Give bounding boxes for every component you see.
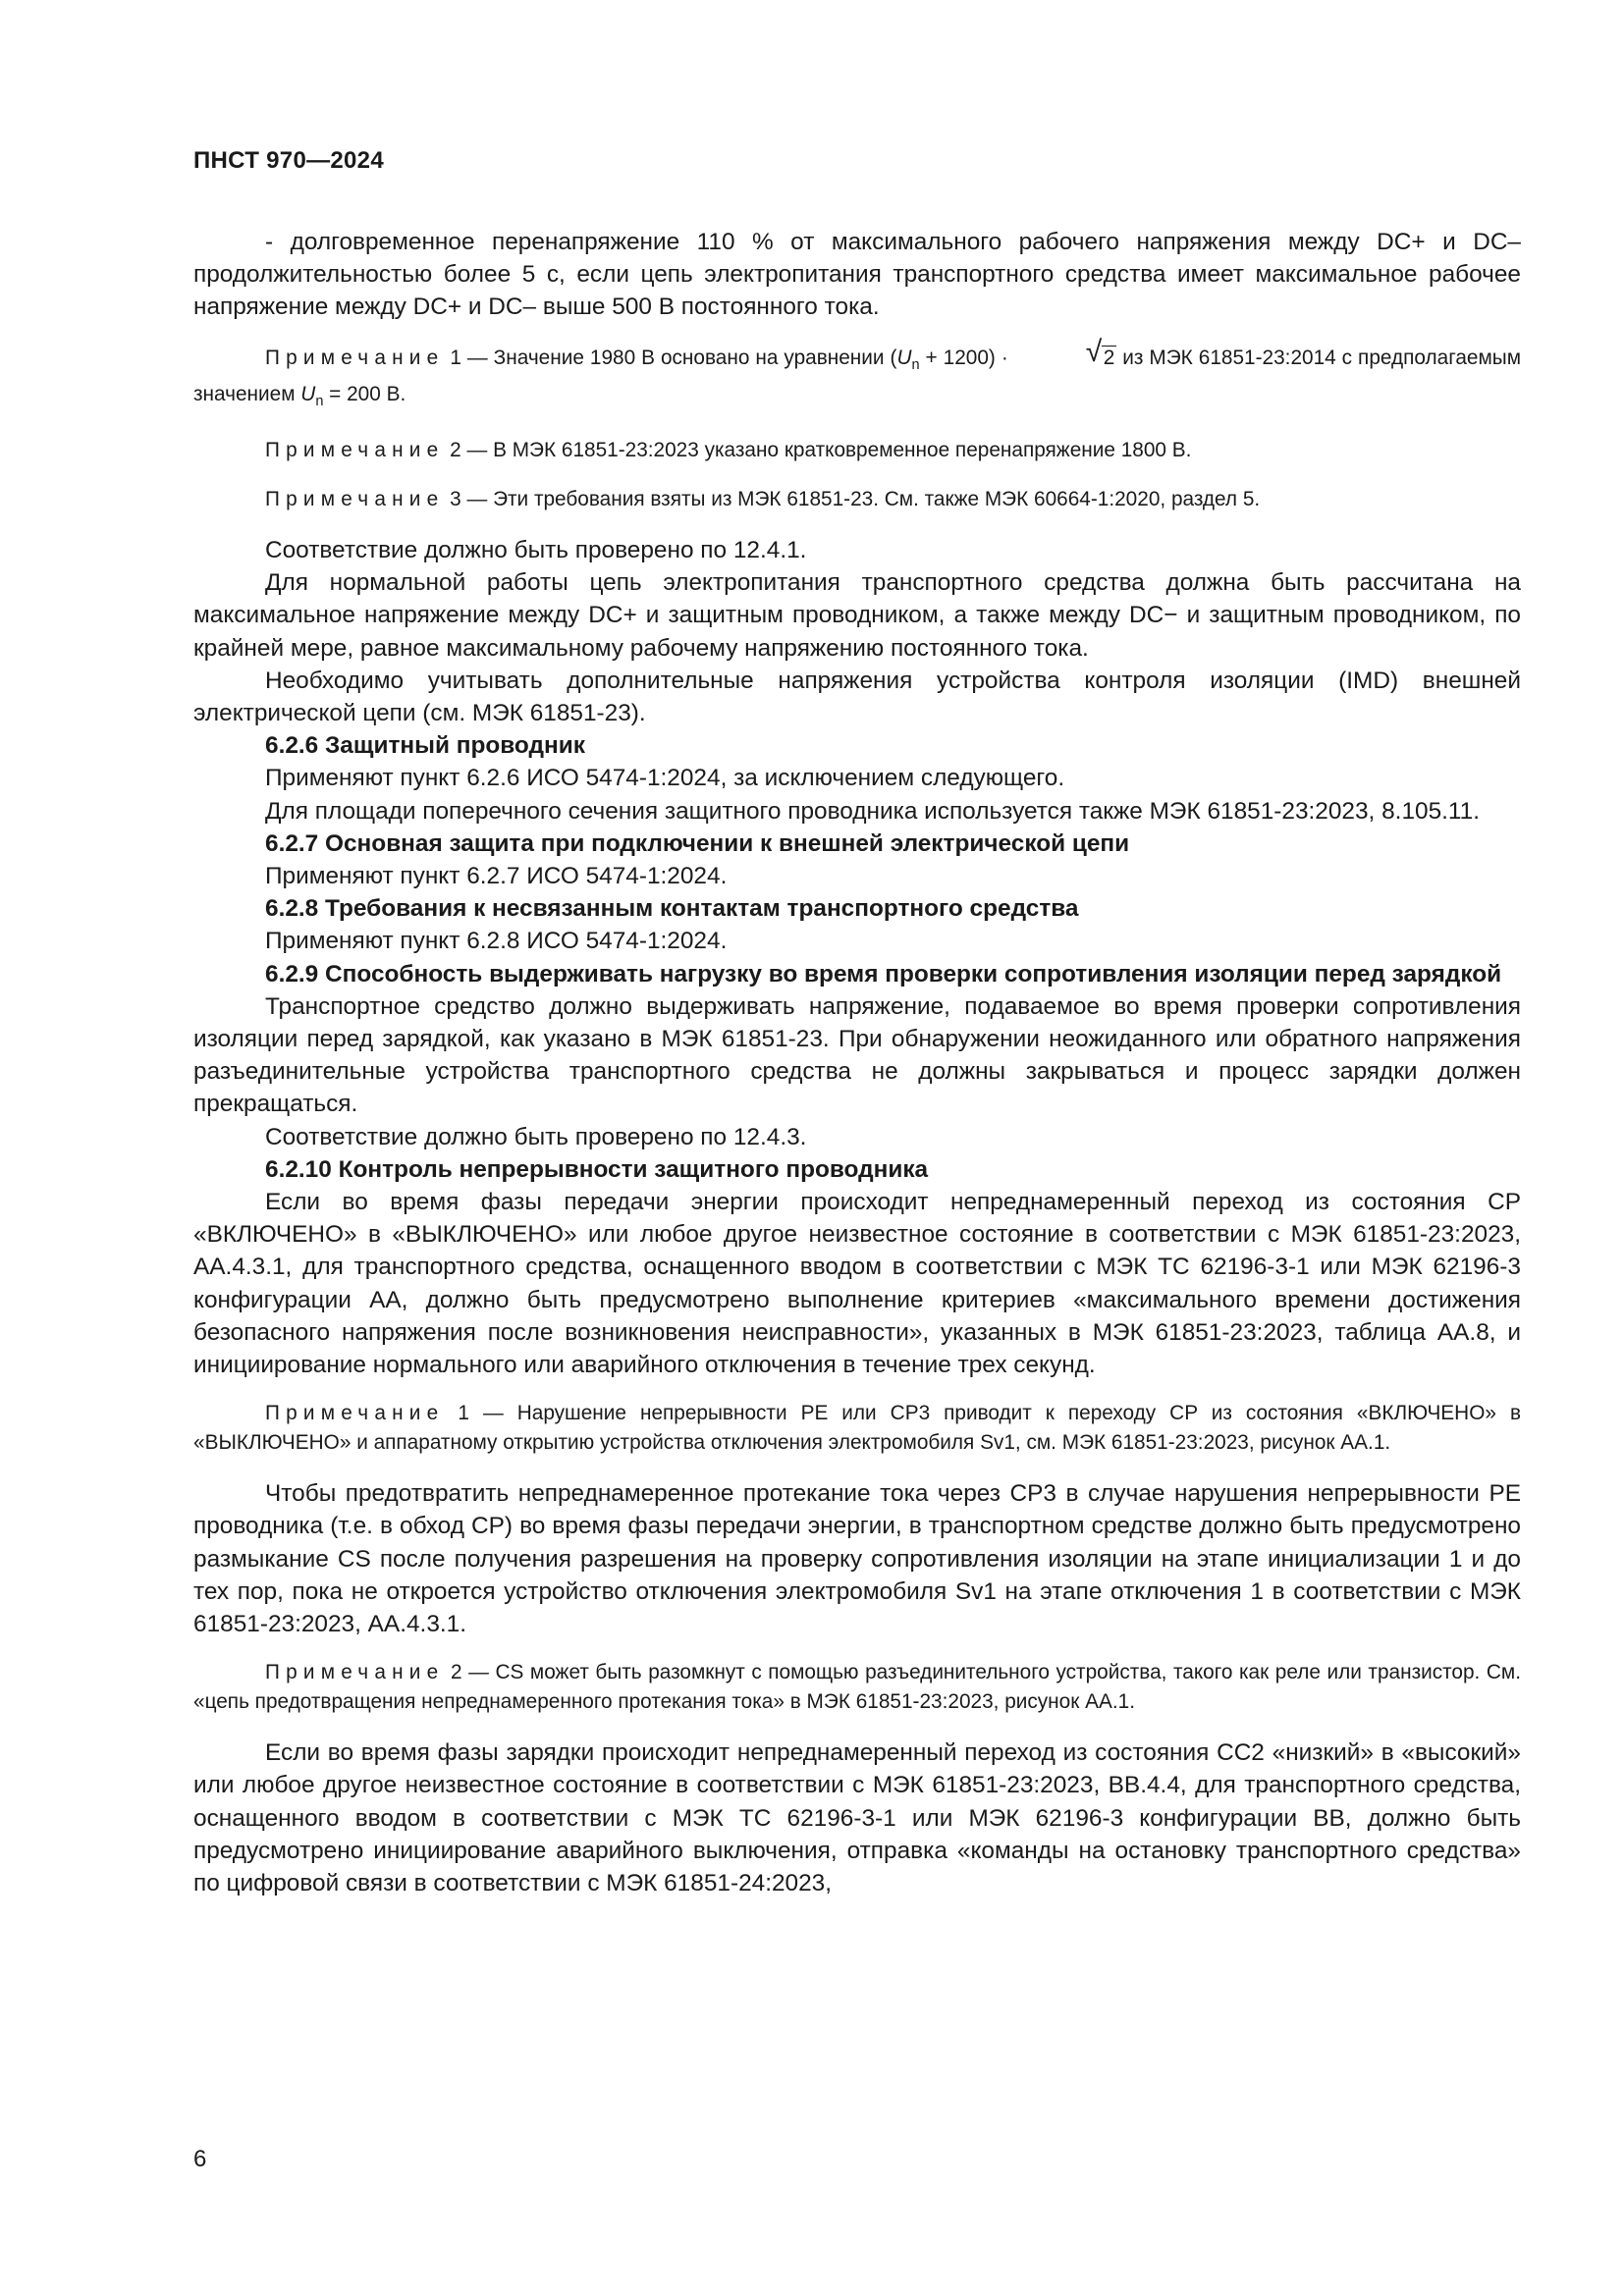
- document-header: [193, 147, 384, 175]
- paragraph: Применяют пункт 6.2.6 ИСО 5474-1:2024, за исключением следующего.: [265, 765, 1065, 792]
- section-heading-6-2-7: 6.2.7 Основная защита при подключении к внешней электрической цепи: [265, 829, 1130, 857]
- paragraph: Соответствие должно быть проверено по 12.4.1.: [265, 536, 807, 563]
- page-body: [193, 226, 1521, 1899]
- paragraph: Необходимо учитывать дополнительные напряжения устройства контроля изоляции (IMD) внешней электрической цепи (см. МЭК 61851-23).: [193, 667, 1521, 726]
- standard-number: ПНСТ 970—2024: [193, 147, 384, 174]
- square-root-symbol: √ 2: [1085, 335, 1115, 369]
- paragraph: Чтобы предотвратить непреднамеренное протекание тока через CP3 в случае нарушения непрерывности PE проводника (т.е. в обход CP) во время фазы передачи энергии, в транспортном средстве должно быть предусмотрено размыкание CS после получения разрешения на проверку сопротивления изоляции на этапе инициализации 1 и до тех пор, пока не откроется устройство отключения электромобиля Sv1 на этапе отключения 1 в соответствии с МЭК 61851-23:2023, AA.4.3.1.: [193, 1480, 1521, 1638]
- section-heading-6-2-9: 6.2.9 Способность выдерживать нагрузку во время проверки сопротивления изоляции перед зарядкой: [265, 960, 1502, 988]
- note-label: Примечание: [265, 438, 445, 461]
- note-4: Примечание 1 — Нарушение непрерывности PE или CP3 приводит к переходу CP из состояния «ВКЛЮЧЕНО» в «ВЫКЛЮЧЕНО» и аппаратному открытию устройства отключения электромобиля Sv1, см. МЭК 61851-23:2023, рисунок AA.1.: [193, 1402, 1521, 1455]
- section-heading-6-2-6: 6.2.6 Защитный проводник: [265, 732, 585, 760]
- note-label: Примечание: [265, 346, 445, 369]
- paragraph: Применяют пункт 6.2.8 ИСО 5474-1:2024.: [265, 928, 728, 955]
- note-1: Примечание 1 — Значение 1980 В основано на уравнении $(U_n + 1200)$ · √ 2 из МЭК 61851-23:2014 с предполагаемым значением $U_n = 200$ В.: [193, 335, 1522, 409]
- paragraph: Если во время фазы зарядки происходит непреднамеренный переход из состояния CC2 «низкий» в «высокий» или любое другое неизвестное состояние в соответствии с МЭК 61851-23:2023, BB.4.4, для транспортного средства, оснащенного вводом в соответствии с МЭК ТС 62196-3-1 или МЭК 62196-3 конфигурации BB, должно быть предусмотрено инициирование аварийного выключения, отправка «команды на остановку транспортного средства» по цифровой связи в соответствии с МЭК 61851-24:2023,: [193, 1739, 1521, 1897]
- paragraph: Соответствие должно быть проверено по 12.4.3.: [265, 1123, 807, 1150]
- page-number: 6: [193, 2146, 207, 2172]
- note-label: Примечание: [265, 1402, 445, 1425]
- paragraph: Для площади поперечного сечения защитного проводника используется также МЭК 61851-23:2023, 8.105.11.: [265, 797, 1481, 825]
- note-label: Примечание: [265, 487, 445, 510]
- paragraph: Применяют пункт 6.2.7 ИСО 5474-1:2024.: [265, 862, 728, 889]
- note-2: Примечание 2 — В МЭК 61851-23:2023 указано кратковременное перенапряжение 1800 В.: [265, 438, 1192, 461]
- paragraph: Транспортное средство должно выдерживать напряжение, подаваемое во время проверки сопротивления изоляции перед зарядкой, как указано в МЭК 61851-23. При обнаружении неожиданного или обратного напряжения разъединительные устройства транспортного средства не должны закрываться и процесс зарядки должен прекращаться.: [193, 992, 1521, 1118]
- paragraph: Если во время фазы передачи энергии происходит непреднамеренный переход из состояния CP «ВКЛЮЧЕНО» в «ВЫКЛЮЧЕНО» или любое другое неизвестное состояние в соответствии с МЭК 61851-23:2023, AA.4.3.1, для транспортного средства, оснащенного вводом в соответствии с МЭК ТС 62196-3-1 или МЭК 62196-3 конфигурации AA, должно быть предусмотрено выполнение критериев «максимального времени достижения безопасного напряжения после возникновения неисправности», указанных в МЭК 61851-23:2023, таблица AA.8, и инициирование нормального или аварийного отключения в течение трех секунд.: [193, 1188, 1521, 1378]
- note-5: Примечание 2 — CS может быть разомкнут с помощью разъединительного устройства, такого как реле или транзистор. См. «цепь предотвращения непреднамеренного протекания тока» в МЭК 61851-23:2023, рисунок AA.1.: [193, 1661, 1521, 1714]
- section-heading-6-2-8: 6.2.8 Требования к несвязанным контактам транспортного средства: [265, 895, 1079, 923]
- note-3: Примечание 3 — Эти требования взяты из МЭК 61851-23. См. также МЭК 60664-1:2020, раздел 5.: [265, 487, 1261, 510]
- paragraph: - долговременное перенапряжение 110 % от максимального рабочего напряжения между DC+ и DC– продолжительностью более 5 с, если цепь электропитания транспортного средства имеет максимальное рабочее напряжение между DC+ и DC– выше 500 В постоянного тока.: [193, 229, 1521, 321]
- note-label: Примечание: [265, 1661, 445, 1684]
- section-heading-6-2-10: 6.2.10 Контроль непрерывности защитного проводника: [265, 1155, 929, 1183]
- paragraph: Для нормальной работы цепь электропитания транспортного средства должна быть рассчитана на максимальное напряжение между DC+ и защитным проводником, а также между DC− и защитным проводником, по крайней мере, равное максимальному рабочему напряжению постоянного тока.: [193, 569, 1521, 662]
